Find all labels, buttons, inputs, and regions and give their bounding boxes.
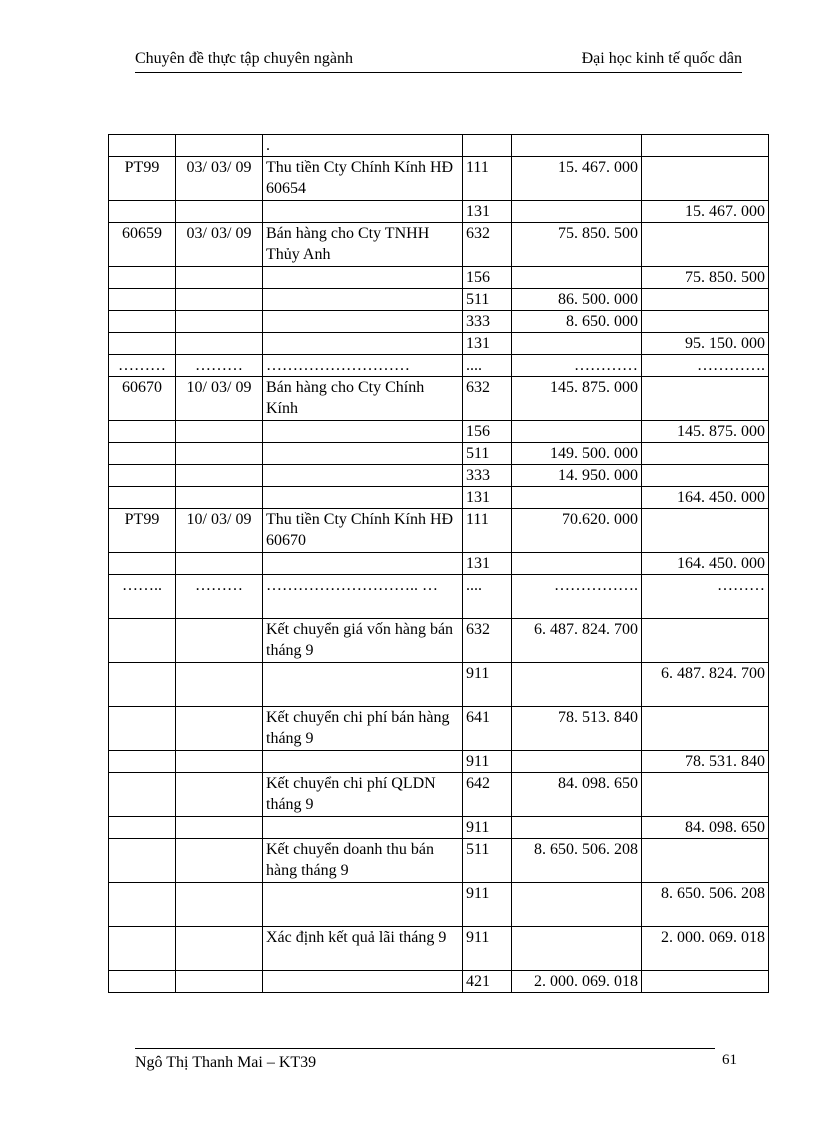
table-row: [109, 465, 769, 487]
table-cell-c3: Thu tiền Cty Chính Kính HĐ 60670: [263, 509, 463, 553]
table-cell-c1: [109, 201, 176, 223]
table-cell-c1: PT99: [109, 509, 176, 553]
table-cell-c1: [109, 773, 176, 817]
table-cell-c2: [176, 553, 263, 575]
table-row: [109, 223, 769, 267]
table-cell-c3: [263, 201, 463, 223]
table-cell-c6: 75. 850. 500: [642, 267, 769, 289]
table-cell-c5: 86. 500. 000: [512, 289, 642, 311]
table-cell-c6: 8. 650. 506. 208: [642, 883, 769, 927]
table-cell-c2: [176, 927, 263, 971]
table-cell-c5: 8. 650. 000: [512, 311, 642, 333]
footer-author: Ngô Thị Thanh Mai – KT39: [135, 1054, 317, 1071]
table-cell-c2: [176, 839, 263, 883]
table-cell-c4: 131: [463, 553, 512, 575]
table-row: [109, 487, 769, 509]
table-cell-c3: Xác định kết quả lãi tháng 9: [263, 927, 463, 971]
table-row: [109, 575, 769, 619]
table-cell-c4: ....: [463, 575, 512, 619]
table-cell-c6: [642, 465, 769, 487]
table-cell-c3: [263, 333, 463, 355]
table-cell-c1: ……..: [109, 575, 176, 619]
table-cell-c6: 6. 487. 824. 700: [642, 663, 769, 707]
table-cell-c1: [109, 553, 176, 575]
table-row: [109, 201, 769, 223]
table-cell-c4: 632: [463, 223, 512, 267]
table-cell-c1: [109, 289, 176, 311]
table-cell-c5: …………: [512, 355, 642, 377]
table-cell-c2: [176, 201, 263, 223]
table-cell-c3: [263, 289, 463, 311]
table-cell-c4: 511: [463, 289, 512, 311]
table-row: [109, 663, 769, 707]
table-cell-c4: 511: [463, 443, 512, 465]
table-cell-c1: [109, 267, 176, 289]
table-cell-c5: [512, 751, 642, 773]
table-row: [109, 971, 769, 993]
table-cell-c3: [263, 421, 463, 443]
table-cell-c3: [263, 465, 463, 487]
table-cell-c5: 8. 650. 506. 208: [512, 839, 642, 883]
table-row: [109, 157, 769, 201]
table-cell-c6: [642, 971, 769, 993]
table-cell-c2: [176, 971, 263, 993]
table-row: [109, 553, 769, 575]
table-row: [109, 333, 769, 355]
table-cell-c4: 911: [463, 817, 512, 839]
table-cell-c6: [642, 223, 769, 267]
table-cell-c3: ……………………….. …: [263, 575, 463, 619]
table-row: [109, 883, 769, 927]
table-row: [109, 311, 769, 333]
table-cell-c2: [176, 883, 263, 927]
table-cell-c3: [263, 751, 463, 773]
table-row: [109, 773, 769, 817]
table-cell-c3: .: [263, 135, 463, 157]
table-cell-c2: [176, 289, 263, 311]
table-cell-c2: 03/ 03/ 09: [176, 157, 263, 201]
table-cell-c1: [109, 971, 176, 993]
table-cell-c4: 632: [463, 619, 512, 663]
table-cell-c4: 911: [463, 883, 512, 927]
table-cell-c1: [109, 443, 176, 465]
table-cell-c4: 111: [463, 157, 512, 201]
table-cell-c1: [109, 707, 176, 751]
table-cell-c2: [176, 663, 263, 707]
table-cell-c1: [109, 465, 176, 487]
table-cell-c1: [109, 135, 176, 157]
table-cell-c6: [642, 377, 769, 421]
table-cell-c6: ………….: [642, 355, 769, 377]
table-cell-c5: [512, 927, 642, 971]
table-cell-c6: [642, 509, 769, 553]
table-cell-c2: [176, 421, 263, 443]
header-left-title: Chuyên đề thực tập chuyên ngành: [135, 50, 353, 67]
table-cell-c5: 75. 850. 500: [512, 223, 642, 267]
table-cell-c2: [176, 443, 263, 465]
table-cell-c6: 78. 531. 840: [642, 751, 769, 773]
table-cell-c2: [176, 817, 263, 839]
table-cell-c3: [263, 553, 463, 575]
table-cell-c2: [176, 751, 263, 773]
table-cell-c5: 2. 000. 069. 018: [512, 971, 642, 993]
table-cell-c4: 131: [463, 201, 512, 223]
table-cell-c3: [263, 443, 463, 465]
table-cell-c3: Kết chuyển doanh thu bán hàng tháng 9: [263, 839, 463, 883]
table-cell-c3: Kết chuyển chi phí QLDN tháng 9: [263, 773, 463, 817]
table-cell-c3: Kết chuyển giá vốn hàng bán tháng 9: [263, 619, 463, 663]
table-row: [109, 377, 769, 421]
table-cell-c1: 60659: [109, 223, 176, 267]
table-cell-c1: ………: [109, 355, 176, 377]
table-cell-c1: [109, 883, 176, 927]
table-cell-c6: 84. 098. 650: [642, 817, 769, 839]
table-cell-c3: [263, 267, 463, 289]
table-cell-c4: 333: [463, 311, 512, 333]
table-cell-c2: ………: [176, 355, 263, 377]
table-cell-c6: 95. 150. 000: [642, 333, 769, 355]
table-row: [109, 619, 769, 663]
table-row: [109, 421, 769, 443]
table-cell-c3: ………………………: [263, 355, 463, 377]
table-cell-c1: [109, 487, 176, 509]
page-header: [135, 50, 742, 73]
table-cell-c6: ………: [642, 575, 769, 619]
table-cell-c6: [642, 619, 769, 663]
table-cell-c4: 111: [463, 509, 512, 553]
table-cell-c4: 156: [463, 267, 512, 289]
table-cell-c5: 70.620. 000: [512, 509, 642, 553]
footer-divider: [135, 1048, 715, 1049]
table-cell-c4: 421: [463, 971, 512, 993]
table-cell-c1: [109, 311, 176, 333]
table-cell-c2: ………: [176, 575, 263, 619]
table-cell-c2: [176, 311, 263, 333]
table-cell-c2: [176, 773, 263, 817]
table-cell-c4: 131: [463, 487, 512, 509]
table-cell-c4: 911: [463, 751, 512, 773]
table-cell-c1: [109, 839, 176, 883]
table-row: [109, 267, 769, 289]
table-cell-c4: 632: [463, 377, 512, 421]
table-row: [109, 509, 769, 553]
table-cell-c4: 642: [463, 773, 512, 817]
table-row: [109, 927, 769, 971]
table-cell-c1: PT99: [109, 157, 176, 201]
table-cell-c5: [512, 883, 642, 927]
table-cell-c3: [263, 971, 463, 993]
table-cell-c4: 511: [463, 839, 512, 883]
table-cell-c2: [176, 333, 263, 355]
table-cell-c3: [263, 311, 463, 333]
table-cell-c6: [642, 443, 769, 465]
table-cell-c5: [512, 201, 642, 223]
table-cell-c6: [642, 157, 769, 201]
table-cell-c3: Thu tiền Cty Chính Kính HĐ 60654: [263, 157, 463, 201]
ledger-table: [108, 134, 769, 993]
table-cell-c5: [512, 663, 642, 707]
table-cell-c5: 84. 098. 650: [512, 773, 642, 817]
table-cell-c6: [642, 773, 769, 817]
table-cell-c4: 641: [463, 707, 512, 751]
table-cell-c3: Kết chuyển chi phí bán hàng tháng 9: [263, 707, 463, 751]
table-cell-c5: [512, 135, 642, 157]
table-cell-c5: 14. 950. 000: [512, 465, 642, 487]
ledger-table-body: [109, 135, 769, 993]
table-cell-c5: [512, 267, 642, 289]
table-cell-c2: [176, 465, 263, 487]
table-cell-c4: [463, 135, 512, 157]
table-cell-c2: [176, 135, 263, 157]
table-cell-c5: 78. 513. 840: [512, 707, 642, 751]
table-row: [109, 707, 769, 751]
table-cell-c6: [642, 289, 769, 311]
table-cell-c5: [512, 333, 642, 355]
table-cell-c2: [176, 487, 263, 509]
table-cell-c6: [642, 311, 769, 333]
table-row: [109, 443, 769, 465]
table-cell-c2: 03/ 03/ 09: [176, 223, 263, 267]
table-cell-c6: [642, 135, 769, 157]
table-cell-c1: [109, 663, 176, 707]
table-cell-c4: 911: [463, 663, 512, 707]
table-cell-c6: 164. 450. 000: [642, 553, 769, 575]
table-row: [109, 289, 769, 311]
table-row: [109, 751, 769, 773]
table-cell-c3: Bán hàng cho Cty Chính Kính: [263, 377, 463, 421]
table-cell-c3: Bán hàng cho Cty TNHH Thủy Anh: [263, 223, 463, 267]
table-row: [109, 839, 769, 883]
table-cell-c1: [109, 927, 176, 971]
table-cell-c3: [263, 487, 463, 509]
table-cell-c4: 333: [463, 465, 512, 487]
table-cell-c4: 156: [463, 421, 512, 443]
table-cell-c5: …………….: [512, 575, 642, 619]
table-cell-c5: [512, 421, 642, 443]
table-cell-c1: [109, 333, 176, 355]
table-cell-c6: [642, 707, 769, 751]
table-cell-c4: 911: [463, 927, 512, 971]
table-cell-c5: [512, 487, 642, 509]
header-right-title: Đại học kinh tế quốc dân: [581, 50, 742, 67]
table-cell-c6: 2. 000. 069. 018: [642, 927, 769, 971]
table-cell-c3: [263, 883, 463, 927]
table-cell-c1: 60670: [109, 377, 176, 421]
table-cell-c5: 149. 500. 000: [512, 443, 642, 465]
page-number: 61: [722, 1052, 737, 1068]
table-cell-c6: 164. 450. 000: [642, 487, 769, 509]
table-cell-c2: 10/ 03/ 09: [176, 509, 263, 553]
table-cell-c4: 131: [463, 333, 512, 355]
table-cell-c5: 15. 467. 000: [512, 157, 642, 201]
table-cell-c6: 15. 467. 000: [642, 201, 769, 223]
table-cell-c2: [176, 619, 263, 663]
table-cell-c5: [512, 553, 642, 575]
table-cell-c1: [109, 421, 176, 443]
table-cell-c2: [176, 267, 263, 289]
table-cell-c3: [263, 663, 463, 707]
table-cell-c2: [176, 707, 263, 751]
table-cell-c2: 10/ 03/ 09: [176, 377, 263, 421]
table-cell-c5: 145. 875. 000: [512, 377, 642, 421]
table-row: [109, 817, 769, 839]
table-cell-c4: ....: [463, 355, 512, 377]
table-cell-c1: [109, 817, 176, 839]
table-row: [109, 355, 769, 377]
table-cell-c1: [109, 751, 176, 773]
table-row: [109, 135, 769, 157]
table-cell-c3: [263, 817, 463, 839]
table-cell-c5: [512, 817, 642, 839]
table-cell-c6: [642, 839, 769, 883]
table-cell-c6: 145. 875. 000: [642, 421, 769, 443]
table-cell-c5: 6. 487. 824. 700: [512, 619, 642, 663]
table-cell-c1: [109, 619, 176, 663]
